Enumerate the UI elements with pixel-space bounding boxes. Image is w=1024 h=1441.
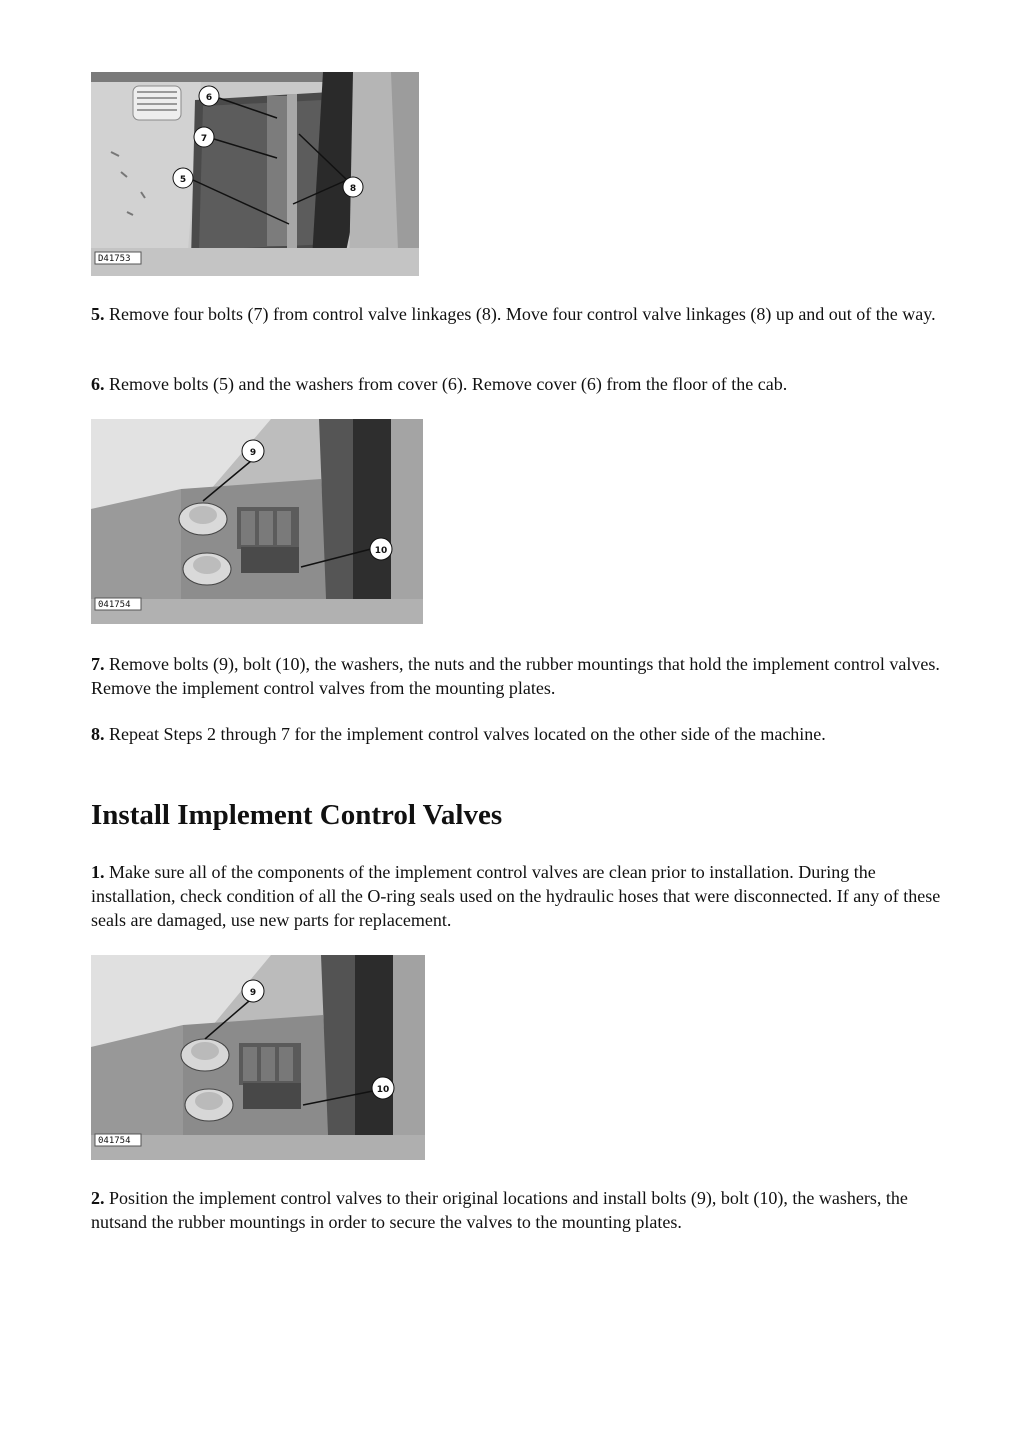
callout-label: 10 bbox=[374, 546, 388, 556]
callout-label: 7 bbox=[200, 134, 208, 144]
callout-label: 9 bbox=[249, 448, 257, 458]
step-text: Remove four bolts (7) from control valve linkages (8). Move four control valve linkages (8) up and out of the way. bbox=[104, 304, 936, 324]
callout-5 bbox=[173, 168, 193, 188]
photo-cover-linkages bbox=[91, 72, 419, 276]
figure-code: 041754 bbox=[98, 600, 131, 610]
figure-code-label bbox=[95, 1134, 141, 1146]
step-number: 6. bbox=[91, 374, 105, 394]
install-step-2 bbox=[91, 1186, 941, 1234]
figure-code: 041754 bbox=[98, 1136, 131, 1146]
install-step-1 bbox=[91, 860, 941, 932]
step-number: 8. bbox=[91, 724, 105, 744]
step-text: Position the implement control valves to their original locations and install bolts (9), bolt (10), the washers, the nutsand the rubber mountings in order to secure the valves to the mounting plates. bbox=[91, 1188, 908, 1232]
callout-label: 10 bbox=[376, 1085, 390, 1095]
figure-code: D41753 bbox=[98, 254, 131, 264]
step-number: 1. bbox=[91, 862, 105, 882]
step-number: 5. bbox=[91, 304, 105, 324]
figure-photo-control-valves-install bbox=[91, 955, 425, 1160]
step-text: Make sure all of the components of the implement control valves are clean prior to installation. During the installation, check condition of all the O-ring seals used on the hydraulic hoses that were disconnected. If any of these seals are damaged, use new parts for replacement. bbox=[91, 862, 941, 930]
step-text: Repeat Steps 2 through 7 for the implement control valves located on the other side of the machine. bbox=[104, 724, 826, 744]
step-7 bbox=[91, 652, 941, 700]
photo-control-valves bbox=[91, 419, 423, 624]
step-6 bbox=[91, 372, 941, 396]
figure-code-label bbox=[95, 252, 141, 264]
callout-8 bbox=[343, 177, 363, 197]
step-number: 7. bbox=[91, 654, 105, 674]
callout-9 bbox=[242, 440, 264, 462]
callout-10 bbox=[370, 538, 392, 560]
callout-label: 5 bbox=[179, 175, 187, 185]
callout-label: 9 bbox=[249, 988, 257, 998]
callout-label: 8 bbox=[349, 184, 357, 194]
photo-control-valves-install bbox=[91, 955, 425, 1160]
step-number: 2. bbox=[91, 1188, 105, 1208]
callout-label: 6 bbox=[205, 93, 213, 103]
callout-7 bbox=[194, 127, 214, 147]
callout-9 bbox=[242, 980, 264, 1002]
callout-6 bbox=[199, 86, 219, 106]
section-heading: Install Implement Control Valves bbox=[91, 799, 503, 831]
callout-10 bbox=[372, 1077, 394, 1099]
step-8 bbox=[91, 722, 941, 746]
figure-code-label bbox=[95, 598, 141, 610]
figure-photo-control-valves bbox=[91, 419, 423, 624]
step-5 bbox=[91, 302, 941, 326]
figure-photo-cover-linkages bbox=[91, 72, 419, 276]
step-text: Remove bolts (9), bolt (10), the washers, the nuts and the rubber mountings that hold the implement control valves. Remove the implement control valves from the mounting plates. bbox=[91, 654, 940, 698]
step-text: Remove bolts (5) and the washers from cover (6). Remove cover (6) from the floor of the cab. bbox=[104, 374, 788, 394]
